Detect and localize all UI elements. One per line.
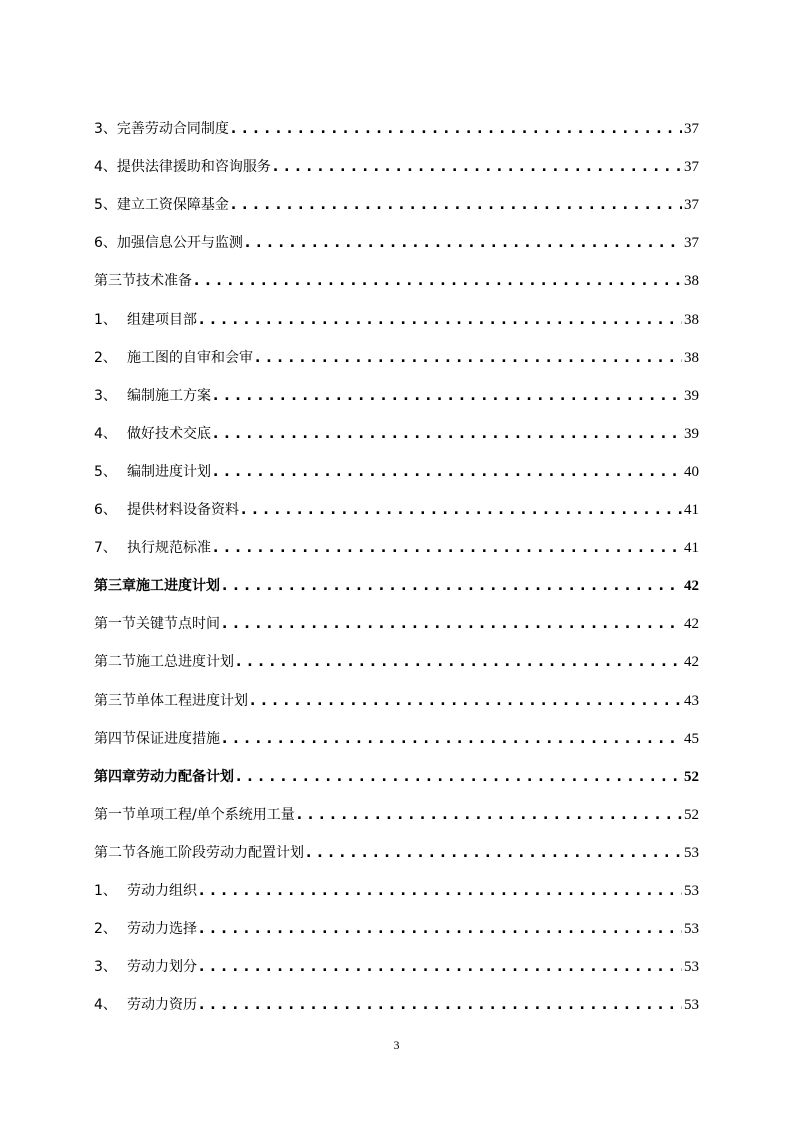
toc-entry-number: 4、 — [94, 997, 117, 1014]
toc-entry[interactable] — [94, 142, 699, 180]
toc-entry[interactable] — [94, 333, 699, 371]
toc-entry[interactable] — [94, 790, 699, 828]
toc-entry-number: 7、 — [94, 540, 117, 557]
toc-entry[interactable] — [94, 371, 699, 409]
toc-entry-page: 37 — [684, 121, 699, 138]
toc-entry-page: 37 — [684, 235, 699, 252]
toc-dot-leader — [222, 573, 682, 599]
toc-entry-number: 第二节 — [94, 844, 136, 861]
toc-dot-leader — [255, 345, 682, 371]
toc-dot-leader — [273, 154, 682, 180]
toc-entry-number: 第三节 — [94, 692, 136, 709]
toc-entry[interactable] — [94, 294, 699, 332]
toc-entry[interactable] — [94, 942, 699, 980]
toc-entry[interactable] — [94, 752, 699, 790]
toc-entry-number: 6、 — [94, 502, 117, 519]
toc-entry-number: 1、 — [94, 882, 117, 899]
toc-entry-title: 劳动力划分 — [127, 959, 197, 976]
toc-dot-leader — [297, 802, 682, 828]
toc-entry-page: 45 — [684, 730, 699, 747]
toc-entry[interactable] — [94, 104, 699, 142]
toc-entry[interactable] — [94, 256, 699, 294]
toc-entry-title: 关键节点时间 — [136, 616, 220, 633]
toc-entry-title: 技术准备 — [136, 273, 192, 290]
toc-entry[interactable] — [94, 904, 699, 942]
toc-entry-number: 3、 — [94, 387, 117, 404]
toc-entry-number: 5、 — [94, 197, 117, 214]
toc-entry-number: 5、 — [94, 463, 117, 480]
toc-entry-title: 施工进度计划 — [136, 578, 220, 595]
toc-entry[interactable] — [94, 218, 699, 256]
toc-entry-title: 劳动力配备计划 — [136, 768, 234, 785]
toc-entry-number: 第一节 — [94, 616, 136, 633]
toc-dot-leader — [213, 383, 682, 409]
toc-entry-title: 组建项目部 — [127, 311, 197, 328]
toc-entry[interactable] — [94, 675, 699, 713]
toc-entry[interactable] — [94, 980, 699, 1018]
toc-entry[interactable] — [94, 714, 699, 752]
toc-entry-title: 保证进度措施 — [136, 730, 220, 747]
toc-entry-page: 38 — [684, 273, 699, 290]
toc-entry-page: 39 — [684, 425, 699, 442]
toc-entry-page: 53 — [684, 959, 699, 976]
toc-entry-page: 37 — [684, 159, 699, 176]
toc-entry-page: 53 — [684, 997, 699, 1014]
table-of-contents — [94, 104, 699, 1018]
toc-entry-page: 41 — [684, 502, 699, 519]
toc-entry[interactable] — [94, 828, 699, 866]
toc-entry-number: 第三章 — [94, 578, 136, 595]
toc-entry[interactable] — [94, 409, 699, 447]
toc-entry-title: 施工图的自审和会审 — [127, 349, 253, 366]
toc-entry-page: 43 — [684, 692, 699, 709]
toc-entry-number: 2、 — [94, 349, 117, 366]
page-number: 3 — [393, 1038, 400, 1052]
toc-entry-number: 2、 — [94, 921, 117, 938]
toc-dot-leader — [231, 116, 682, 142]
toc-dot-leader — [199, 307, 682, 333]
toc-entry-title: 做好技术交底 — [127, 425, 211, 442]
toc-entry-page: 41 — [684, 540, 699, 557]
toc-entry-page: 37 — [684, 197, 699, 214]
toc-dot-leader — [199, 992, 682, 1018]
toc-dot-leader — [245, 230, 682, 256]
toc-entry-title: 单体工程进度计划 — [136, 692, 248, 709]
toc-dot-leader — [250, 688, 682, 714]
toc-entry-page: 42 — [684, 654, 699, 671]
toc-dot-leader — [213, 421, 682, 447]
toc-dot-leader — [199, 954, 682, 980]
toc-entry-page: 52 — [684, 768, 699, 785]
toc-entry-title: 编制进度计划 — [127, 463, 211, 480]
toc-entry-number: 3、 — [94, 959, 117, 976]
toc-dot-leader — [194, 268, 682, 294]
toc-entry[interactable] — [94, 561, 699, 599]
toc-dot-leader — [222, 726, 682, 752]
toc-entry[interactable] — [94, 866, 699, 904]
toc-entry[interactable] — [94, 447, 699, 485]
toc-entry-title: 劳动力选择 — [127, 921, 197, 938]
toc-dot-leader — [213, 459, 682, 485]
toc-entry-number: 4、 — [94, 159, 117, 176]
toc-entry-page: 53 — [684, 844, 699, 861]
toc-entry-page: 38 — [684, 311, 699, 328]
toc-entry-page: 53 — [684, 882, 699, 899]
toc-dot-leader — [231, 192, 682, 218]
toc-entry-number: 第一节 — [94, 806, 136, 823]
toc-entry-number: 第二节 — [94, 654, 136, 671]
toc-entry-title: 建立工资保障基金 — [116, 197, 229, 214]
toc-entry-number: 第四章 — [94, 768, 136, 785]
toc-entry-title: 完善劳动合同制度 — [116, 121, 229, 138]
toc-entry-title: 劳动力组织 — [127, 882, 197, 899]
toc-dot-leader — [241, 497, 682, 523]
toc-entry-title: 单项工程/单个系统用工量 — [136, 806, 295, 823]
toc-entry-number: 3、 — [94, 121, 117, 138]
toc-entry-number: 6、 — [94, 235, 117, 252]
toc-dot-leader — [306, 840, 682, 866]
toc-dot-leader — [222, 611, 682, 637]
toc-entry[interactable] — [94, 637, 699, 675]
toc-entry-page: 38 — [684, 349, 699, 366]
toc-entry-number: 第四节 — [94, 730, 136, 747]
toc-entry[interactable] — [94, 180, 699, 218]
toc-entry-page: 40 — [684, 463, 699, 480]
toc-entry-page: 39 — [684, 387, 699, 404]
toc-entry-title: 施工总进度计划 — [136, 654, 234, 671]
toc-entry-number: 1、 — [94, 311, 117, 328]
toc-dot-leader — [236, 649, 682, 675]
toc-entry[interactable] — [94, 599, 699, 637]
toc-entry[interactable] — [94, 485, 699, 523]
toc-entry-page: 42 — [684, 616, 699, 633]
toc-entry[interactable] — [94, 523, 699, 561]
toc-entry-title: 编制施工方案 — [127, 387, 211, 404]
toc-entry-page: 53 — [684, 921, 699, 938]
toc-entry-title: 加强信息公开与监测 — [116, 235, 243, 252]
toc-entry-page: 52 — [684, 806, 699, 823]
toc-entry-page: 42 — [684, 578, 699, 595]
toc-entry-title: 劳动力资历 — [127, 997, 197, 1014]
toc-entry-title: 提供材料设备资料 — [127, 502, 239, 519]
toc-entry-number: 第三节 — [94, 273, 136, 290]
toc-entry-number: 4、 — [94, 425, 117, 442]
toc-dot-leader — [199, 916, 682, 942]
toc-dot-leader — [236, 764, 682, 790]
toc-entry-title: 提供法律援助和咨询服务 — [116, 159, 271, 176]
toc-dot-leader — [199, 878, 682, 904]
toc-entry-title: 执行规范标准 — [127, 540, 211, 557]
toc-entry-title: 各施工阶段劳动力配置计划 — [136, 844, 304, 861]
toc-dot-leader — [213, 535, 682, 561]
